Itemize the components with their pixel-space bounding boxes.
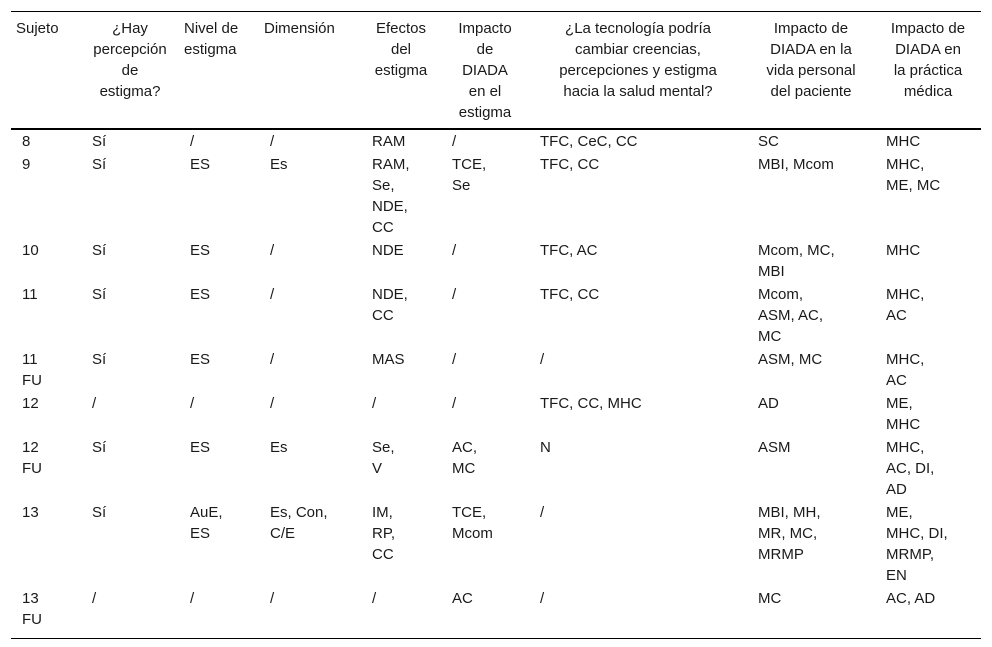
cell-text: NDE, xyxy=(372,285,408,303)
table-cell xyxy=(81,587,179,639)
table-cell xyxy=(747,436,875,501)
cell-text: ASM, AC, xyxy=(758,306,824,324)
cell-text: MC xyxy=(452,459,476,477)
header-line: hacia la salud mental? xyxy=(563,83,713,100)
cell-text: SC xyxy=(758,132,779,150)
cell-text: Mcom xyxy=(452,524,493,542)
table-cell xyxy=(179,587,259,639)
cell-text: / xyxy=(190,394,195,412)
cell-text: N xyxy=(540,438,551,456)
cell-text: ES xyxy=(190,524,211,542)
table-cell xyxy=(875,153,981,239)
cell-text: MHC, xyxy=(886,350,925,368)
table-cell xyxy=(361,587,441,639)
table-cell xyxy=(875,239,981,283)
cell-text: / xyxy=(452,350,457,368)
table-cell xyxy=(747,283,875,348)
header-line: ¿La tecnología podría xyxy=(565,20,711,37)
cell-text: TFC, AC xyxy=(540,241,598,259)
cell-text: ME, xyxy=(886,503,913,521)
header-line: estigma xyxy=(374,62,428,79)
header-dimension xyxy=(259,12,361,129)
cell-text: / xyxy=(452,241,457,259)
cell-text: TFC, CC, MHC xyxy=(540,394,642,412)
table-cell xyxy=(875,587,981,639)
table-row xyxy=(11,392,981,436)
header-line: estigma? xyxy=(99,83,161,100)
cell-text: Sí xyxy=(92,285,107,303)
table-cell xyxy=(529,501,747,587)
cell-text: TFC, CC xyxy=(540,285,600,303)
table-cell xyxy=(259,501,361,587)
table-cell xyxy=(361,501,441,587)
cell-text: 11 xyxy=(22,350,38,368)
cell-text: MHC, xyxy=(886,438,925,456)
cell-text: Sí xyxy=(92,241,107,259)
table-cell xyxy=(441,436,529,501)
cell-text: TFC, CC xyxy=(540,155,600,173)
table-cell xyxy=(529,153,747,239)
header-line: del paciente xyxy=(770,83,852,100)
cell-text: CC xyxy=(372,545,394,563)
table-cell xyxy=(259,239,361,283)
table-cell xyxy=(441,587,529,639)
cell-text: ME, xyxy=(886,394,913,412)
table-cell xyxy=(529,283,747,348)
cell-text: Es xyxy=(270,155,288,173)
header-line: la práctica xyxy=(893,62,963,79)
cell-text: MBI xyxy=(758,262,785,280)
header-line: Dimensión xyxy=(264,20,335,37)
header-line: cambiar creencias, xyxy=(575,41,701,58)
header-line: Impacto de xyxy=(890,20,966,37)
cell-text: / xyxy=(270,285,275,303)
cell-text: FU xyxy=(22,371,42,389)
table-cell xyxy=(81,436,179,501)
table-cell xyxy=(529,129,747,153)
table-cell xyxy=(11,392,81,436)
table-row xyxy=(11,129,981,153)
table-cell xyxy=(81,501,179,587)
table-cell xyxy=(11,587,81,639)
table-cell xyxy=(259,392,361,436)
table-cell xyxy=(747,348,875,392)
header-line: DIADA en la xyxy=(770,41,852,58)
table-body xyxy=(11,129,981,639)
header-line: DIADA en xyxy=(895,41,961,58)
header-line: Efectos xyxy=(375,20,427,37)
table-row xyxy=(11,283,981,348)
table-cell xyxy=(179,436,259,501)
table-cell xyxy=(11,501,81,587)
table-cell xyxy=(875,501,981,587)
table-cell xyxy=(81,129,179,153)
table-row xyxy=(11,348,981,392)
cell-text: Sí xyxy=(92,132,107,150)
cell-text: Se, xyxy=(372,176,395,194)
cell-text: TCE, xyxy=(452,503,487,521)
cell-text: Mcom, xyxy=(758,285,803,303)
cell-text: MHC, xyxy=(886,285,925,303)
table-cell xyxy=(747,239,875,283)
cell-text: 11 xyxy=(22,285,38,303)
cell-text: MR, MC, xyxy=(758,524,818,542)
table-cell xyxy=(747,501,875,587)
cell-text: / xyxy=(270,589,275,607)
cell-text: AD xyxy=(758,394,779,412)
table-cell xyxy=(361,129,441,153)
cell-text: / xyxy=(190,589,195,607)
cell-text: AC xyxy=(452,589,473,607)
cell-text: / xyxy=(92,589,97,607)
cell-text: 8 xyxy=(22,132,31,150)
header-percepcion-estigma xyxy=(81,12,179,129)
table-cell xyxy=(747,587,875,639)
cell-text: / xyxy=(452,394,457,412)
header-impacto-practica-medica xyxy=(875,12,981,129)
header-line: en el xyxy=(468,83,502,100)
table-cell xyxy=(875,436,981,501)
header-line: Nivel de xyxy=(184,20,239,37)
header-line: Sujeto xyxy=(16,20,59,37)
cell-text: AC, DI, xyxy=(886,459,935,477)
table-cell xyxy=(441,239,529,283)
cell-text: / xyxy=(540,350,545,368)
table-cell xyxy=(361,392,441,436)
table-cell xyxy=(81,348,179,392)
cell-text: 9 xyxy=(22,155,31,173)
header-impacto-diada-estigma xyxy=(441,12,529,129)
cell-text: AuE, xyxy=(190,503,223,521)
cell-text: / xyxy=(372,394,377,412)
table-cell xyxy=(259,587,361,639)
table-cell xyxy=(259,436,361,501)
cell-text: MHC, DI, xyxy=(886,524,948,542)
cell-text: MHC xyxy=(886,132,921,150)
cell-text: / xyxy=(540,589,545,607)
table-row xyxy=(11,153,981,239)
header-line: estigma xyxy=(184,41,237,58)
table-cell xyxy=(747,392,875,436)
table-cell xyxy=(361,436,441,501)
cell-text: 12 xyxy=(22,394,39,412)
cell-text: MBI, MH, xyxy=(758,503,821,521)
cell-text: Se, xyxy=(372,438,395,456)
cell-text: ES xyxy=(190,285,211,303)
table-cell xyxy=(179,392,259,436)
cell-text: ES xyxy=(190,350,211,368)
header-impacto-vida-personal xyxy=(747,12,875,129)
cell-text: 12 xyxy=(22,438,39,456)
table-cell xyxy=(441,129,529,153)
table-cell xyxy=(441,283,529,348)
cell-text: MAS xyxy=(372,350,405,368)
cell-text: / xyxy=(92,394,97,412)
table-cell xyxy=(361,153,441,239)
header-line: Impacto xyxy=(458,20,512,37)
cell-text: RP, xyxy=(372,524,396,542)
table-row xyxy=(11,587,981,639)
table-cell xyxy=(11,129,81,153)
table-cell xyxy=(179,348,259,392)
cell-text: AC xyxy=(886,306,907,324)
cell-text: Se xyxy=(452,176,471,194)
header-line: vida personal xyxy=(766,62,856,79)
cell-text: Sí xyxy=(92,350,107,368)
cell-text: / xyxy=(452,285,457,303)
cell-text: NDE xyxy=(372,241,404,259)
cell-text: TCE, xyxy=(452,155,487,173)
header-efectos-estigma xyxy=(361,12,441,129)
cell-text: / xyxy=(540,503,545,521)
header-line: percepciones y estigma xyxy=(559,62,717,79)
table-cell xyxy=(259,283,361,348)
table-cell xyxy=(11,239,81,283)
table-cell xyxy=(259,129,361,153)
table-cell xyxy=(179,129,259,153)
table-cell xyxy=(179,283,259,348)
cell-text: Sí xyxy=(92,438,107,456)
header-line: de xyxy=(121,62,139,79)
header-line: percepción xyxy=(93,41,167,58)
cell-text: Es, Con, xyxy=(270,503,328,521)
table-cell xyxy=(875,283,981,348)
cell-text: MRMP, xyxy=(886,545,935,563)
cell-text: Sí xyxy=(92,155,107,173)
header-line: de xyxy=(476,41,494,58)
cell-text: ES xyxy=(190,155,211,173)
cell-text: Es xyxy=(270,438,288,456)
cell-text: ASM, MC xyxy=(758,350,823,368)
header-line: médica xyxy=(903,83,953,100)
table-cell xyxy=(361,348,441,392)
cell-text: AC, AD xyxy=(886,589,936,607)
cell-text: AC, xyxy=(452,438,478,456)
table-cell xyxy=(81,392,179,436)
table-cell xyxy=(529,436,747,501)
cell-text: 13 xyxy=(22,503,39,521)
cell-text: C/E xyxy=(270,524,296,542)
cell-text: ES xyxy=(190,438,211,456)
table-cell xyxy=(81,239,179,283)
table-cell xyxy=(179,501,259,587)
table-cell xyxy=(529,392,747,436)
table-cell xyxy=(81,283,179,348)
cell-text: EN xyxy=(886,566,907,584)
cell-text: / xyxy=(372,589,377,607)
table-cell xyxy=(529,239,747,283)
header-line: del xyxy=(390,41,412,58)
table-cell xyxy=(11,436,81,501)
cell-text: AD xyxy=(886,480,907,498)
header-line: ¿Hay xyxy=(112,20,148,37)
cell-text: CC xyxy=(372,218,394,236)
cell-text: MHC xyxy=(886,415,921,433)
header-line: Impacto de xyxy=(773,20,849,37)
cell-text: MC xyxy=(758,589,782,607)
table-cell xyxy=(441,348,529,392)
table-cell xyxy=(747,129,875,153)
table-cell xyxy=(441,153,529,239)
cell-text: AC xyxy=(886,371,907,389)
cell-text: MC xyxy=(758,327,782,345)
cell-text: Mcom, MC, xyxy=(758,241,835,259)
cell-text: ASM xyxy=(758,438,791,456)
table-cell xyxy=(875,348,981,392)
table-cell xyxy=(361,239,441,283)
table-row xyxy=(11,501,981,587)
header-line: DIADA xyxy=(462,62,508,79)
cell-text: / xyxy=(270,350,275,368)
cell-text: / xyxy=(270,394,275,412)
cell-text: Sí xyxy=(92,503,107,521)
header-tecnologia-creencias xyxy=(529,12,747,129)
table-cell xyxy=(11,283,81,348)
table-cell xyxy=(441,501,529,587)
table-cell xyxy=(11,348,81,392)
table-cell xyxy=(875,129,981,153)
cell-text: TFC, CeC, CC xyxy=(540,132,638,150)
table-cell xyxy=(441,392,529,436)
table-cell xyxy=(875,392,981,436)
cell-text: ME, MC xyxy=(886,176,941,194)
cell-text: ES xyxy=(190,241,211,259)
cell-text: / xyxy=(190,132,195,150)
cell-text: / xyxy=(452,132,457,150)
table-row xyxy=(11,436,981,501)
table-cell xyxy=(11,153,81,239)
header-nivel-estigma xyxy=(179,12,259,129)
cell-text: V xyxy=(372,459,383,477)
table-cell xyxy=(361,283,441,348)
cell-text: MBI, Mcom xyxy=(758,155,834,173)
table-cell xyxy=(259,348,361,392)
stigma-table xyxy=(11,11,981,639)
cell-text: RAM xyxy=(372,132,406,150)
cell-text: MRMP xyxy=(758,545,804,563)
table-cell xyxy=(529,348,747,392)
cell-text: RAM, xyxy=(372,155,410,173)
table-cell xyxy=(529,587,747,639)
cell-text: MHC xyxy=(886,241,921,259)
cell-text: FU xyxy=(22,610,42,628)
cell-text: IM, xyxy=(372,503,393,521)
cell-text: FU xyxy=(22,459,42,477)
header-line: estigma xyxy=(458,104,512,121)
table-row xyxy=(11,239,981,283)
header-sujeto xyxy=(11,12,81,129)
table-cell xyxy=(179,153,259,239)
cell-text: 10 xyxy=(22,241,39,259)
cell-text: MHC, xyxy=(886,155,925,173)
cell-text: / xyxy=(270,132,275,150)
table-cell xyxy=(747,153,875,239)
cell-text: / xyxy=(270,241,275,259)
cell-text: 13 xyxy=(22,589,39,607)
table-cell xyxy=(81,153,179,239)
table-cell xyxy=(179,239,259,283)
cell-text: CC xyxy=(372,306,394,324)
cell-text: NDE, xyxy=(372,197,408,215)
table-cell xyxy=(259,153,361,239)
table-header-row xyxy=(11,12,981,129)
